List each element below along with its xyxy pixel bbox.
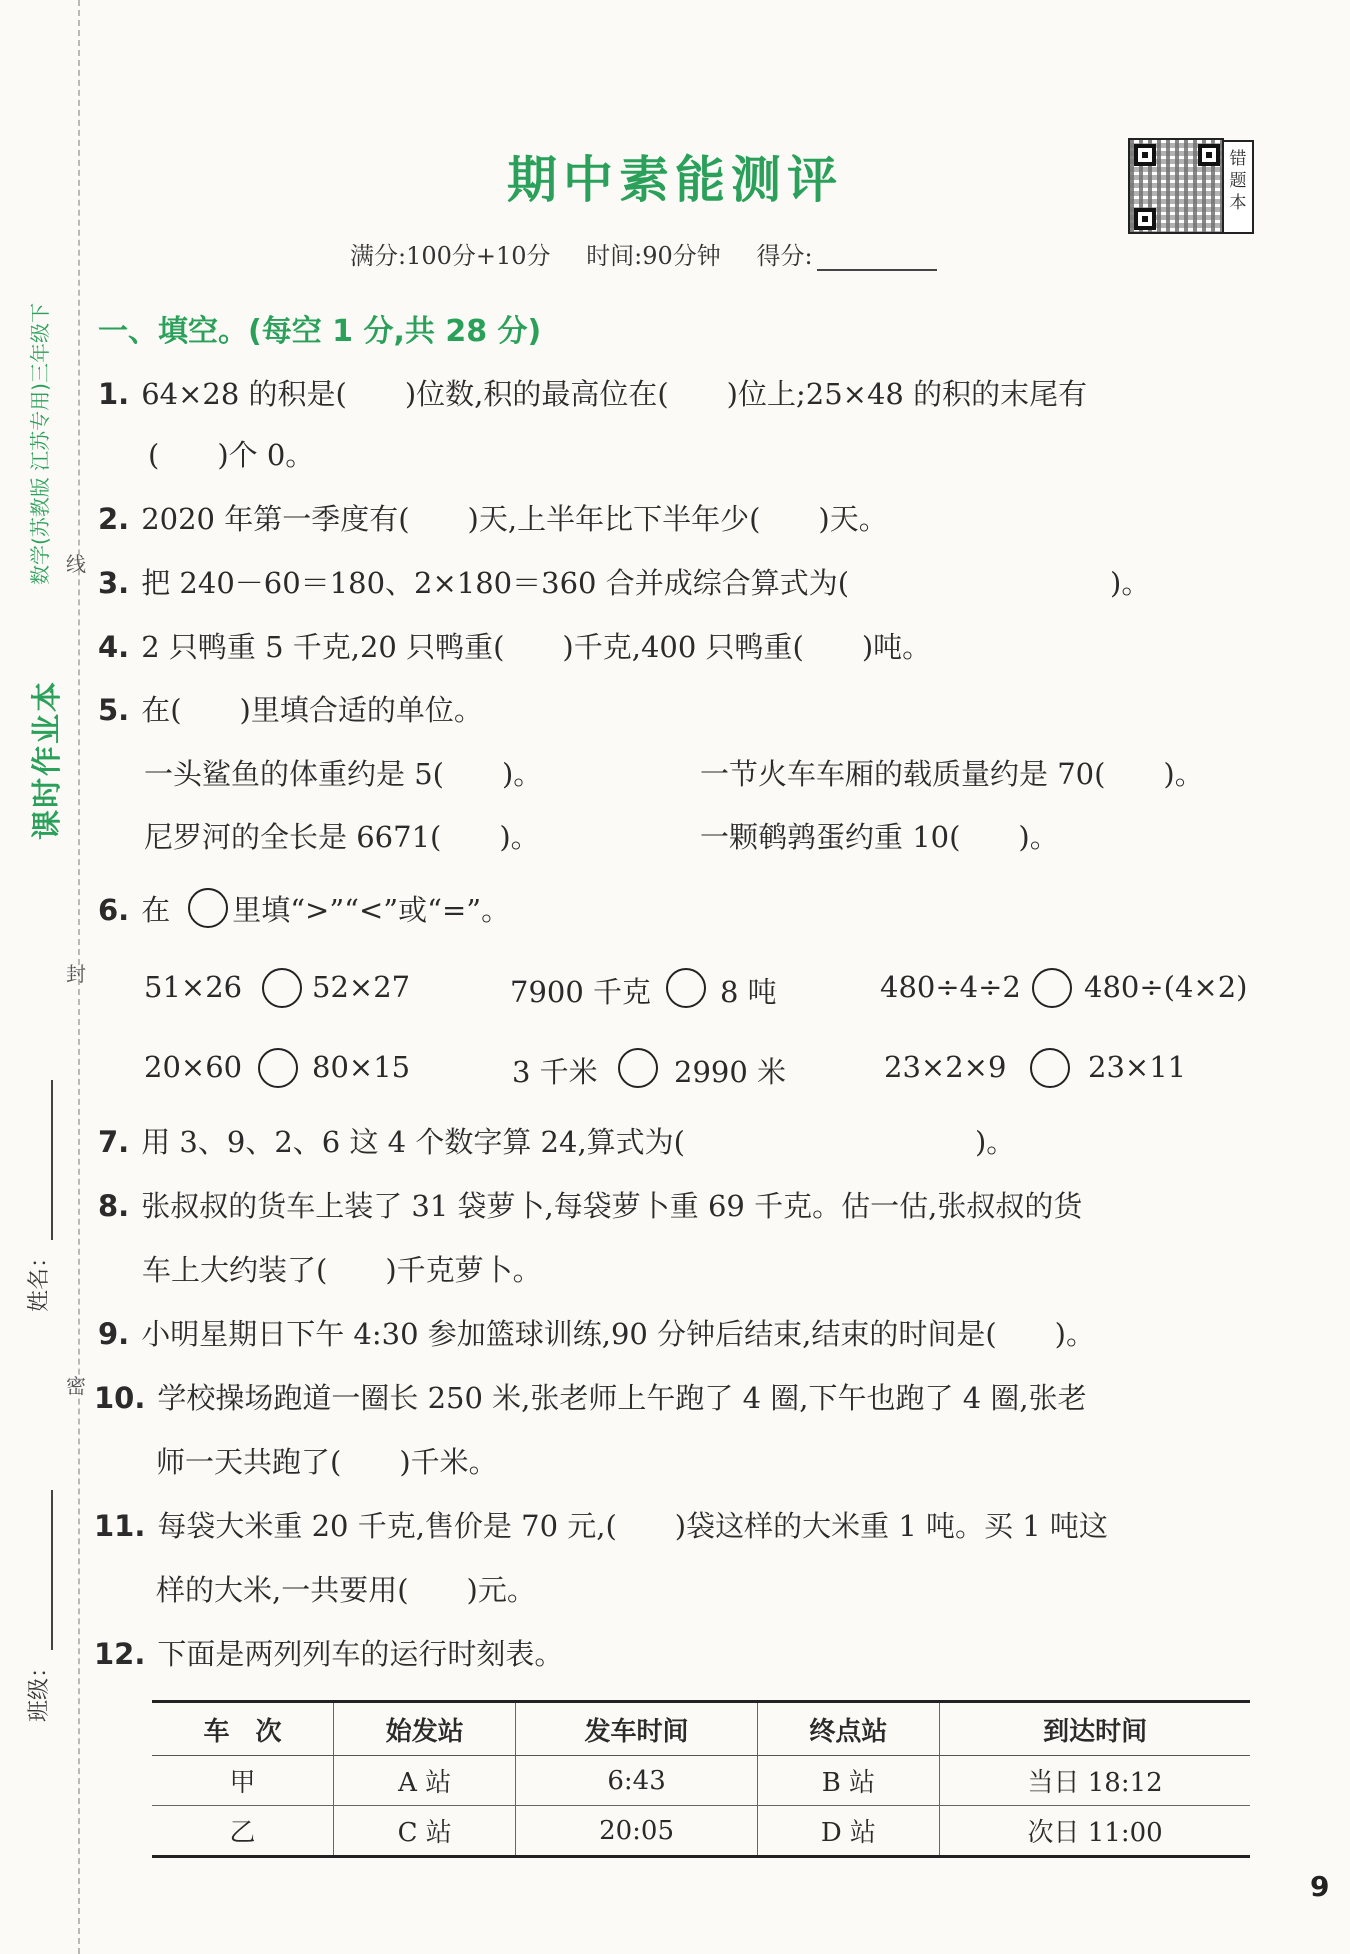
table-cell: 次日 11:00 bbox=[940, 1806, 1250, 1857]
table-row bbox=[152, 1756, 1250, 1806]
class-label: 班级： bbox=[27, 1655, 52, 1722]
question-12 bbox=[94, 1632, 563, 1673]
question-number: 3. bbox=[98, 566, 130, 600]
question-text: 64×28 的积是( )位数,积的最高位在( )位上;25×48 的积的末尾有 bbox=[141, 377, 1088, 411]
cut-mark-line: 线 bbox=[66, 552, 86, 576]
qr-finder-pattern bbox=[1198, 144, 1220, 166]
exam-meta bbox=[350, 236, 965, 271]
subject-label: 数学(苏教版 江苏专用)三年级下 bbox=[28, 303, 52, 585]
question-5-item-a: 一头鲨鱼的体重约是 5( )。 bbox=[144, 757, 543, 791]
question-text: 把 240－60＝180、2×180＝360 合并成综合算式为( )。 bbox=[141, 566, 1151, 600]
qr-finder-pattern bbox=[1134, 144, 1156, 166]
question-text: 2 只鸭重 5 千克,20 只鸭重( )千克,400 只鸭重( )吨。 bbox=[141, 630, 932, 664]
question-5-item-b: 一节火车车厢的载质量约是 70( )。 bbox=[700, 757, 1204, 791]
question-text: 学校操场跑道一圈长 250 米,张老师上午跑了 4 圈,下午也跑了 4 圈,张老 bbox=[157, 1381, 1087, 1415]
full-score: 满分:100分+10分 bbox=[350, 242, 551, 270]
question-number: 5. bbox=[98, 693, 130, 727]
compare-circle[interactable] bbox=[258, 1048, 298, 1088]
score-blank[interactable] bbox=[817, 269, 937, 271]
column-header: 到达时间 bbox=[940, 1702, 1250, 1756]
page-number: 9 bbox=[1310, 1870, 1330, 1903]
qr-code-label: 错题本 bbox=[1224, 140, 1254, 234]
question-number: 7. bbox=[98, 1125, 130, 1159]
column-header: 终点站 bbox=[757, 1702, 940, 1756]
qr-finder-pattern bbox=[1134, 208, 1156, 230]
question-5-item-d: 一颗鹌鹑蛋约重 10( )。 bbox=[700, 820, 1059, 854]
section-heading: 一、填空。(每空 1 分,共 28 分) bbox=[98, 314, 542, 349]
exam-time: 时间:90分钟 bbox=[586, 242, 721, 270]
question-1-line2: ( )个 0。 bbox=[148, 438, 315, 472]
question-text: 在( )里填合适的单位。 bbox=[141, 693, 483, 727]
question-number: 12. bbox=[94, 1637, 146, 1671]
table-cell: C 站 bbox=[333, 1806, 516, 1857]
table-cell: 6:43 bbox=[516, 1756, 757, 1806]
question-3 bbox=[98, 561, 1150, 602]
compare-right: 8 吨 bbox=[720, 975, 777, 1009]
compare-left: 7900 千克 bbox=[510, 975, 652, 1009]
question-8 bbox=[98, 1184, 1082, 1225]
student-name-field[interactable] bbox=[22, 1080, 53, 1312]
question-text: 每袋大米重 20 千克,售价是 70 元,( )袋这样的大米重 1 吨。买 1 吨这 bbox=[157, 1509, 1108, 1543]
question-10 bbox=[94, 1376, 1087, 1417]
compare-circle[interactable] bbox=[262, 968, 302, 1008]
question-text: 在 bbox=[141, 893, 171, 927]
compare-left: 480÷4÷2 bbox=[880, 970, 1021, 1004]
table-cell: A 站 bbox=[333, 1756, 516, 1806]
compare-left: 23×2×9 bbox=[884, 1050, 1007, 1084]
question-5-item-c: 尼罗河的全长是 6671( )。 bbox=[144, 820, 540, 854]
class-field[interactable] bbox=[22, 1490, 53, 1722]
compare-circle-icon bbox=[188, 888, 228, 928]
question-text: 用 3、9、2、6 这 4 个数字算 24,算式为( )。 bbox=[141, 1125, 1016, 1159]
question-10-line2: 师一天共跑了( )千米。 bbox=[156, 1445, 498, 1479]
compare-right: 480÷(4×2) bbox=[1084, 970, 1248, 1004]
question-11 bbox=[94, 1504, 1108, 1545]
compare-right: 23×11 bbox=[1088, 1050, 1187, 1084]
compare-left: 51×26 bbox=[144, 970, 243, 1004]
question-text: 下面是两列列车的运行时刻表。 bbox=[157, 1637, 564, 1671]
series-name: 课时作业本 bbox=[30, 680, 65, 840]
table-header-row bbox=[152, 1702, 1250, 1756]
question-number: 6. bbox=[98, 893, 130, 927]
question-text: 小明星期日下午 4:30 参加篮球训练,90 分钟后结束,结束的时间是( )。 bbox=[141, 1317, 1095, 1351]
question-6 bbox=[98, 888, 510, 929]
compare-circle[interactable] bbox=[1032, 968, 1072, 1008]
compare-right: 2990 米 bbox=[674, 1055, 787, 1089]
question-number: 4. bbox=[98, 630, 130, 664]
table-cell: D 站 bbox=[757, 1806, 940, 1857]
question-number: 10. bbox=[94, 1381, 146, 1415]
page-title: 期中素能测评 bbox=[507, 150, 843, 209]
column-header: 始发站 bbox=[333, 1702, 516, 1756]
score-label: 得分: bbox=[756, 242, 813, 270]
question-2 bbox=[98, 497, 888, 538]
question-number: 8. bbox=[98, 1189, 130, 1223]
student-name-label: 姓名： bbox=[27, 1245, 52, 1312]
compare-circle[interactable] bbox=[1030, 1048, 1070, 1088]
compare-circle[interactable] bbox=[666, 968, 706, 1008]
question-11-line2: 样的大米,一共要用( )元。 bbox=[156, 1573, 536, 1607]
question-text: 张叔叔的货车上装了 31 袋萝卜,每袋萝卜重 69 千克。估一估,张叔叔的货 bbox=[141, 1189, 1083, 1223]
cut-mark-secret: 密 bbox=[66, 1374, 86, 1398]
qr-code-icon[interactable] bbox=[1128, 138, 1224, 234]
question-number: 9. bbox=[98, 1317, 130, 1351]
column-header: 发车时间 bbox=[516, 1702, 757, 1756]
table-cell: 甲 bbox=[152, 1756, 333, 1806]
compare-left: 3 千米 bbox=[512, 1055, 598, 1089]
table-cell: 乙 bbox=[152, 1806, 333, 1857]
compare-circle[interactable] bbox=[618, 1048, 658, 1088]
table-cell: B 站 bbox=[757, 1756, 940, 1806]
question-7 bbox=[98, 1120, 1015, 1161]
compare-left: 20×60 bbox=[144, 1050, 243, 1084]
compare-right: 80×15 bbox=[312, 1050, 411, 1084]
question-text: 里填“>”“<”或“=”。 bbox=[232, 893, 511, 927]
question-text: 2020 年第一季度有( )天,上半年比下半年少( )天。 bbox=[141, 502, 888, 536]
table-cell: 当日 18:12 bbox=[940, 1756, 1250, 1806]
table-cell: 20:05 bbox=[516, 1806, 757, 1857]
table-row bbox=[152, 1806, 1250, 1857]
question-number: 1. bbox=[98, 377, 130, 411]
question-4 bbox=[98, 625, 931, 666]
question-number: 2. bbox=[98, 502, 130, 536]
column-header: 车 次 bbox=[152, 1702, 333, 1756]
question-1 bbox=[98, 372, 1087, 413]
question-9 bbox=[98, 1312, 1095, 1353]
question-8-line2: 车上大约装了( )千克萝卜。 bbox=[142, 1253, 542, 1287]
class-blank[interactable] bbox=[51, 1490, 53, 1650]
student-name-blank[interactable] bbox=[51, 1080, 53, 1240]
question-5 bbox=[98, 688, 483, 729]
train-timetable bbox=[152, 1700, 1250, 1858]
cut-mark-seal: 封 bbox=[66, 962, 86, 986]
question-number: 11. bbox=[94, 1509, 146, 1543]
compare-right: 52×27 bbox=[312, 970, 411, 1004]
